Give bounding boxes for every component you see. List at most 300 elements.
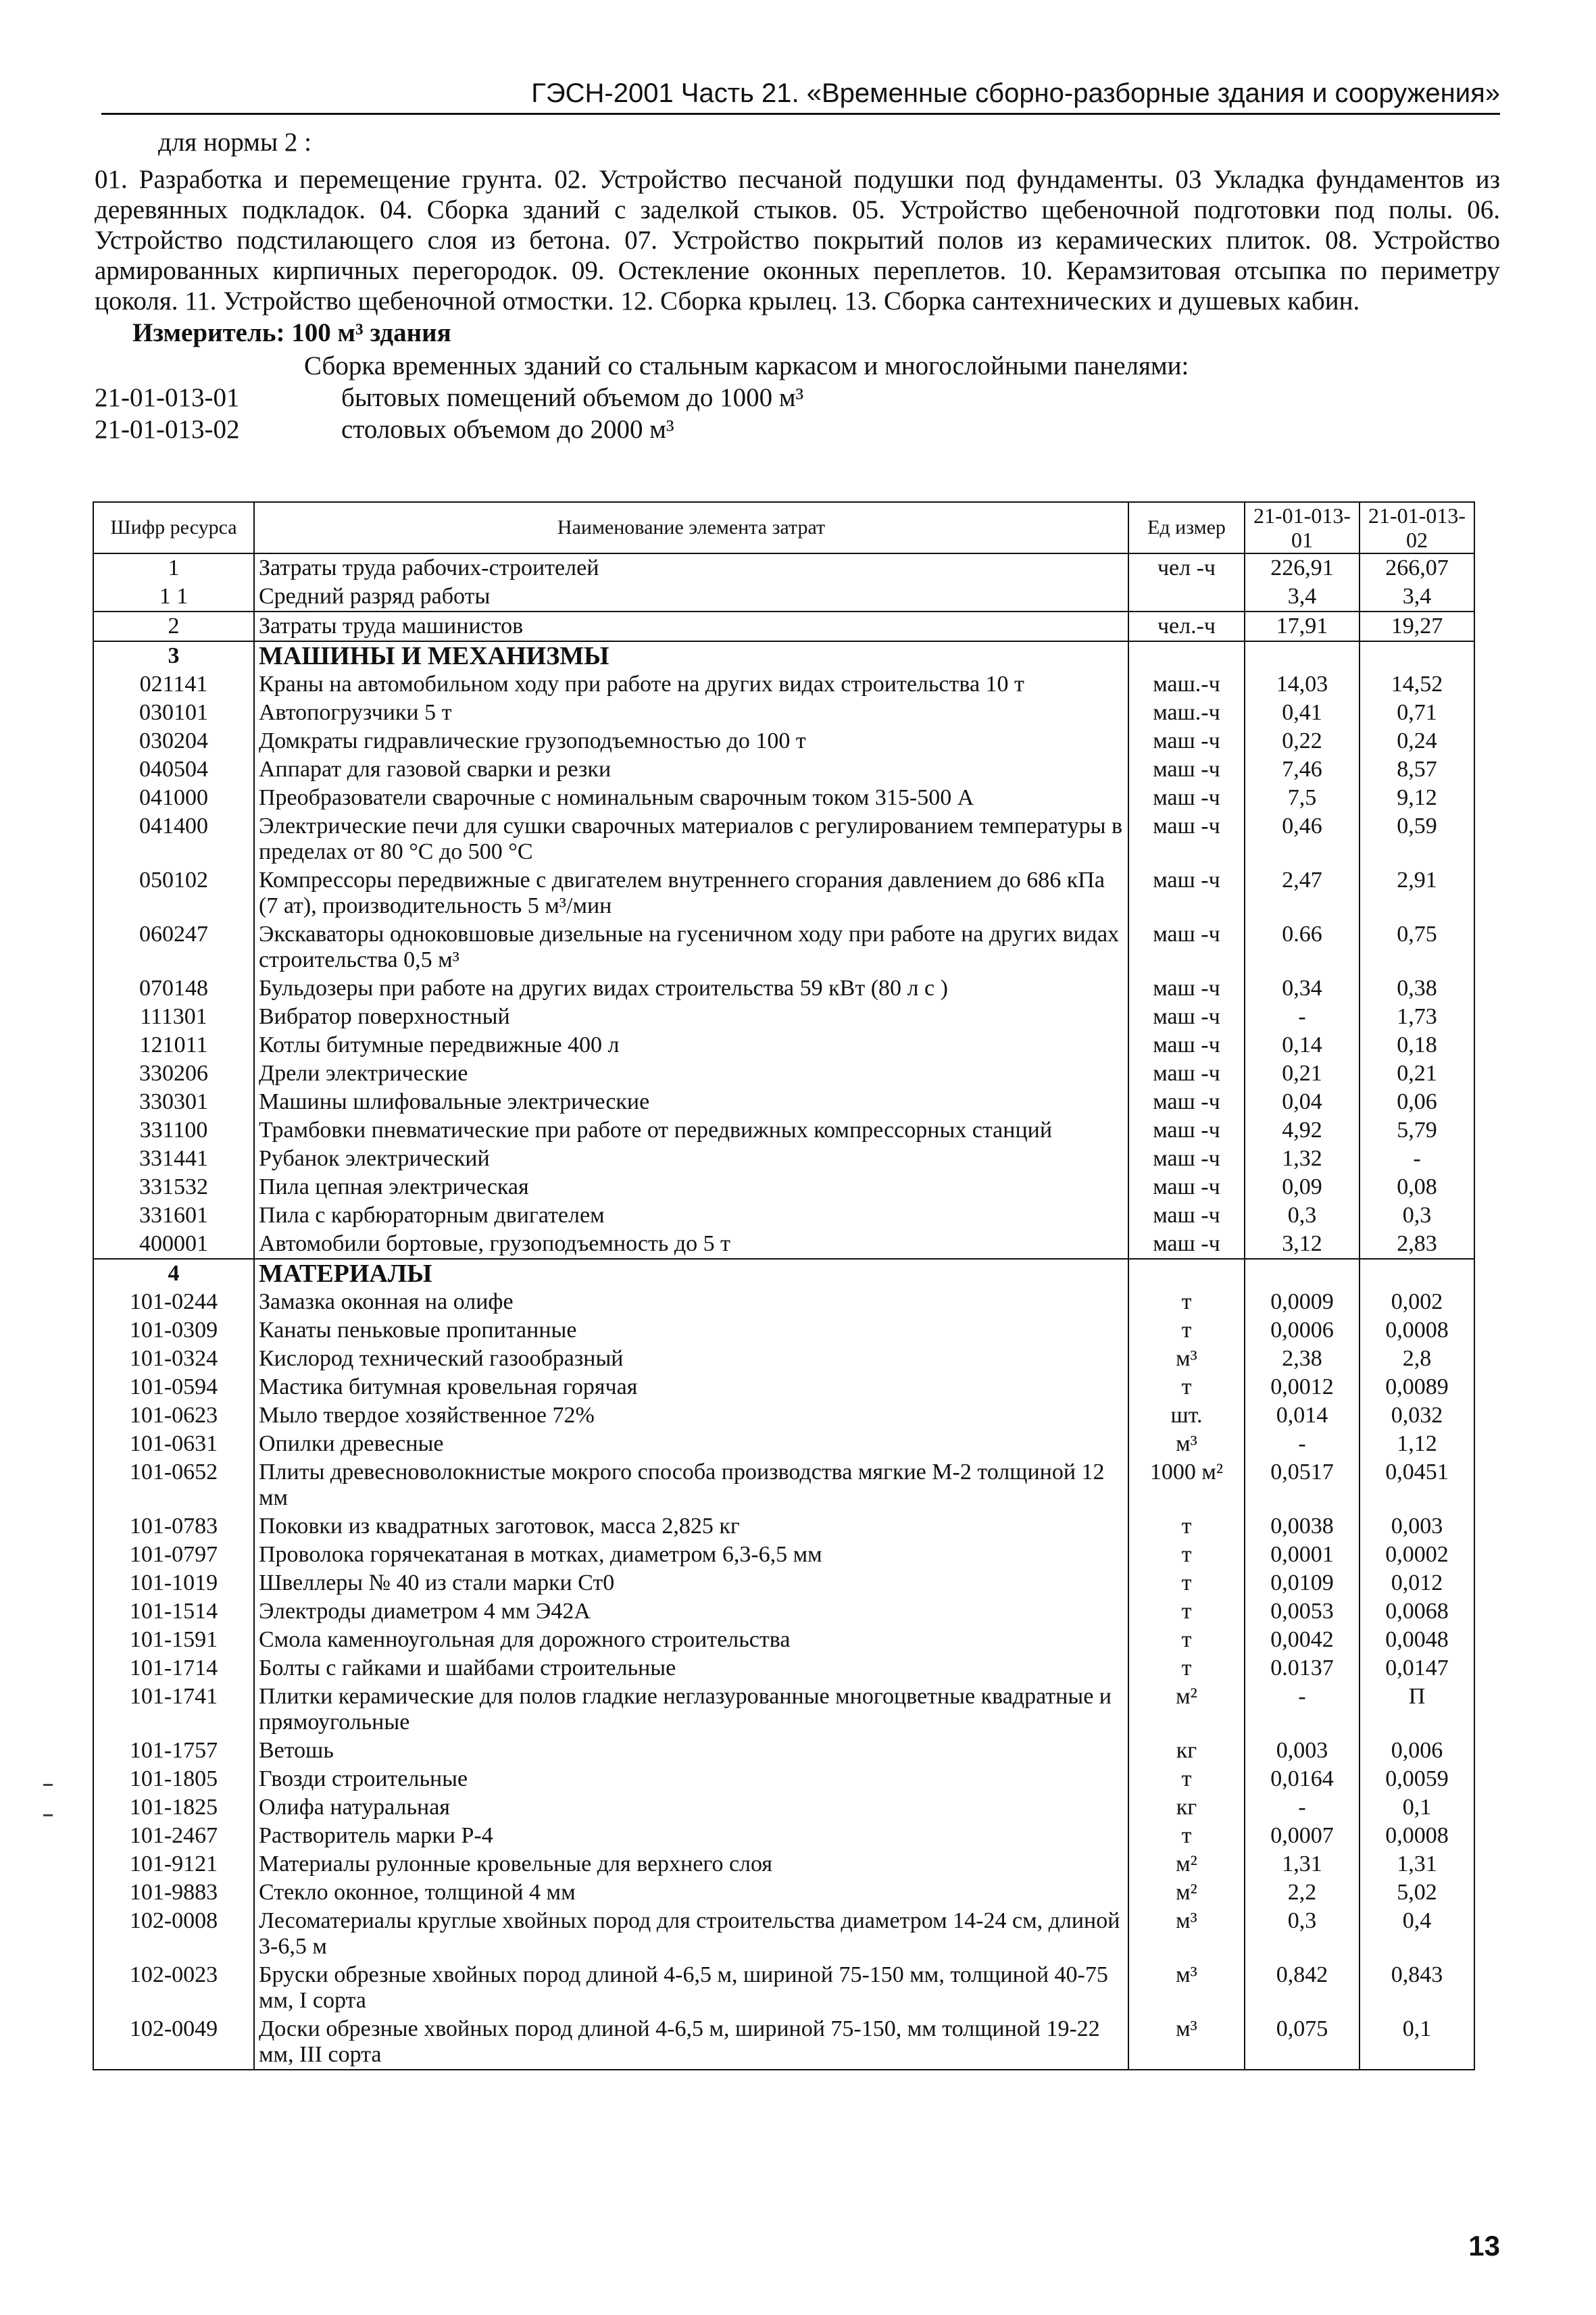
table-body [93,553,1474,2070]
unit-cell [1128,1259,1245,1288]
resource-name-cell: Кислород технический газообразный [254,1345,1128,1373]
norm-text: бытовых помещений объемом до 1000 м³ [341,383,804,412]
norm-2-value-cell: 0,38 [1360,974,1474,1003]
norm-text: столовых объемом до 2000 м³ [341,415,674,444]
resource-name-cell: Рубанок электрический [254,1145,1128,1173]
norm-2-value-cell: 0,3 [1360,1201,1474,1230]
table-row [93,974,1474,1003]
resource-code-cell: 101-0594 [93,1373,254,1401]
resource-name-cell: Бульдозеры при работе на других видах строительства 59 кВт (80 л с ) [254,974,1128,1003]
resource-code-cell: 101-1019 [93,1569,254,1597]
resource-name-cell: Преобразователи сварочные с номинальным сварочным током 315-500 А [254,784,1128,812]
norm-2-value-cell: 0,0451 [1360,1458,1474,1512]
unit-cell: маш -ч [1128,1116,1245,1145]
resource-code-cell: 101-1714 [93,1654,254,1683]
unit-cell: 1000 м² [1128,1458,1245,1512]
resource-code-cell: 101-2467 [93,1822,254,1850]
resource-name-cell: Лесоматериалы круглые хвойных пород для строительства диаметром 14-24 см, длиной 3-6,5 м [254,1907,1128,1961]
resource-name-cell: Канаты пеньковые пропитанные [254,1316,1128,1345]
table-row [93,1512,1474,1541]
unit-cell: т [1128,1626,1245,1654]
resource-name-cell: Автопогрузчики 5 т [254,699,1128,727]
margin-mark [43,1784,53,1786]
table-row [93,612,1474,641]
norm-1-value-cell: - [1245,1683,1360,1737]
header-unit: Ед измер [1128,502,1245,553]
norm-1-value-cell: 17,91 [1245,612,1360,641]
unit-cell: т [1128,1765,1245,1793]
section-row [93,641,1474,670]
norm-1-value-cell: 14,03 [1245,670,1360,699]
resource-code-cell: 041000 [93,784,254,812]
resource-name-cell: Замазка оконная на олифе [254,1288,1128,1316]
resource-name-cell: Смола каменноугольная для дорожного строительства [254,1626,1128,1654]
norm-2-value-cell: 0,002 [1360,1288,1474,1316]
norm-2-value-cell: 0,0059 [1360,1765,1474,1793]
unit-cell: м³ [1128,2015,1245,2070]
resource-name-cell: Плиты древесноволокнистые мокрого способа производства мягкие М-2 толщиной 12 мм [254,1458,1128,1512]
unit-cell [1128,641,1245,670]
norm-caption: для нормы 2 : [158,128,311,157]
norm-2-value-cell: 5,79 [1360,1116,1474,1145]
resource-code-cell: 050102 [93,866,254,920]
table-row [93,755,1474,784]
table-row [93,812,1474,866]
norm-2-value-cell: 2,8 [1360,1345,1474,1373]
resource-name-cell: Трамбовки пневматические при работе от передвижных компрессорных станций [254,1116,1128,1145]
norm-2-value-cell: - [1360,1145,1474,1173]
resource-name-cell: Мастика битумная кровельная горячая [254,1373,1128,1401]
table-row [93,1597,1474,1626]
unit-cell: т [1128,1288,1245,1316]
resource-code-cell: 060247 [93,920,254,974]
resource-code-cell: 101-1805 [93,1765,254,1793]
resource-name-cell: Мыло твердое хозяйственное 72% [254,1401,1128,1430]
resource-name-cell: Доски обрезные хвойных пород длиной 4-6,5 м, шириной 75-150, мм толщиной 19-22 мм, III сорта [254,2015,1128,2070]
resource-code-cell: 101-0631 [93,1430,254,1458]
norm-1-value-cell: - [1245,1430,1360,1458]
resource-code-cell: 102-0008 [93,1907,254,1961]
norm-1-value-cell: 0,04 [1245,1088,1360,1116]
running-header [101,59,1500,115]
resource-name-cell: Пила цепная электрическая [254,1173,1128,1201]
norm-1-value-cell: 0,075 [1245,2015,1360,2070]
norm-1-value-cell: - [1245,1003,1360,1031]
resource-code-cell: 330301 [93,1088,254,1116]
resource-table [93,501,1475,2070]
norm-1-value-cell: 0,0012 [1245,1373,1360,1401]
meter-value: 100 м³ здания [291,318,451,347]
resource-code-cell: 330206 [93,1060,254,1088]
unit-cell: кг [1128,1737,1245,1765]
resource-name-cell: Домкраты гидравлические грузоподъемностью до 100 т [254,727,1128,755]
norm-code: 21-01-013-02 [95,415,240,444]
norm-1-value-cell: 2,47 [1245,866,1360,920]
table-row [93,1288,1474,1316]
resource-code-cell: 101-1741 [93,1683,254,1737]
resource-code-cell: 121011 [93,1031,254,1060]
resource-code-cell: 331441 [93,1145,254,1173]
norm-1-value-cell: 0,842 [1245,1961,1360,2015]
resource-code-cell: 101-0309 [93,1316,254,1345]
resource-code-cell: 101-0623 [93,1401,254,1430]
meter-line [95,318,1500,348]
resource-name-cell: МАТЕРИАЛЫ [254,1259,1128,1288]
table-row [93,1201,1474,1230]
norm-2-value-cell: 266,07 [1360,553,1474,582]
norm-code: 21-01-013-01 [95,383,240,412]
resource-code-cell: 101-1825 [93,1793,254,1822]
unit-cell: маш -ч [1128,812,1245,866]
table-row [93,1345,1474,1373]
resource-name-cell: Экскаваторы одноковшовые дизельные на гусеничном ходу при работе на других видах строительства 0,5 м³ [254,920,1128,974]
unit-cell: кг [1128,1793,1245,1822]
norm-code-row [95,414,1500,445]
resource-name-cell: Средний разряд работы [254,582,1128,612]
norm-1-value-cell [1245,1259,1360,1288]
header-norm-2: 21-01-013-02 [1360,502,1474,553]
table-row [93,670,1474,699]
unit-cell: м² [1128,1683,1245,1737]
header-name: Наименование элемента затрат [254,502,1128,553]
resource-name-cell: Поковки из квадратных заготовок, масса 2,825 кг [254,1512,1128,1541]
unit-cell: т [1128,1512,1245,1541]
table-row [93,1793,1474,1822]
resource-code-cell: 040504 [93,755,254,784]
table-row [93,1765,1474,1793]
resource-name-cell: Затраты труда машинистов [254,612,1128,641]
norm-2-value-cell: 9,12 [1360,784,1474,812]
resource-code-cell: 1 [93,553,254,582]
resource-code-cell: 102-0023 [93,1961,254,2015]
table-row [93,1683,1474,1737]
norm-2-value-cell: 5,02 [1360,1878,1474,1907]
unit-cell: чел -ч [1128,553,1245,582]
unit-cell: т [1128,1654,1245,1683]
resource-name-cell: Компрессоры передвижные с двигателем внутреннего сгорания давлением до 686 кПа (7 ат), производительность 5 м³/мин [254,866,1128,920]
unit-cell: шт. [1128,1401,1245,1430]
norm-2-value-cell: 2,91 [1360,866,1474,920]
table-row [93,1878,1474,1907]
resource-name-cell: Гвозди строительные [254,1765,1128,1793]
table-row [93,1822,1474,1850]
norm-2-value-cell: 14,52 [1360,670,1474,699]
table-row [93,1088,1474,1116]
unit-cell: т [1128,1541,1245,1569]
table-row [93,1401,1474,1430]
norm-1-value-cell: 0,0006 [1245,1316,1360,1345]
unit-cell: маш -ч [1128,1145,1245,1173]
norm-2-value-cell: 0,003 [1360,1512,1474,1541]
unit-cell: маш -ч [1128,1201,1245,1230]
resource-code-cell: 101-0797 [93,1541,254,1569]
section-row [93,1259,1474,1288]
norm-1-value-cell [1245,641,1360,670]
norm-1-value-cell: 0,22 [1245,727,1360,755]
meter-label: Измеритель: [132,318,285,347]
resource-code-cell: 101-1757 [93,1737,254,1765]
norm-2-value-cell: 1,73 [1360,1003,1474,1031]
norm-1-value-cell: 0,34 [1245,974,1360,1003]
norm-2-value-cell: 0,75 [1360,920,1474,974]
resource-name-cell: Дрели электрические [254,1060,1128,1088]
resource-code-cell: 4 [93,1259,254,1288]
resource-name-cell: Швеллеры № 40 из стали марки Ст0 [254,1569,1128,1597]
norm-1-value-cell: 0,0038 [1245,1512,1360,1541]
table-row [93,2015,1474,2070]
norm-1-value-cell: 1,31 [1245,1850,1360,1878]
norm-1-value-cell: 0,21 [1245,1060,1360,1088]
resource-name-cell: Машины шлифовальные электрические [254,1088,1128,1116]
norm-1-value-cell: 3,12 [1245,1230,1360,1259]
norm-1-value-cell: 2,2 [1245,1878,1360,1907]
table-row [93,1173,1474,1201]
resource-code-cell: 101-0244 [93,1288,254,1316]
resource-name-cell: Котлы битумные передвижные 400 л [254,1031,1128,1060]
table-row [93,1458,1474,1512]
resource-code-cell: 2 [93,612,254,641]
norm-2-value-cell: 0,71 [1360,699,1474,727]
table-row [93,866,1474,920]
norm-2-value-cell: 1,12 [1360,1430,1474,1458]
resource-name-cell: Краны на автомобильном ходу при работе на других видах строительства 10 т [254,670,1128,699]
unit-cell: маш -ч [1128,1088,1245,1116]
norm-1-value-cell: 1,32 [1245,1145,1360,1173]
table-row [93,1737,1474,1765]
norm-2-value-cell: 0,0147 [1360,1654,1474,1683]
norm-2-value-cell: 0,843 [1360,1961,1474,2015]
table-row [93,920,1474,974]
norm-2-value-cell: 0,0068 [1360,1597,1474,1626]
norm-2-value-cell [1360,1259,1474,1288]
unit-cell: чел.-ч [1128,612,1245,641]
table-row [93,1654,1474,1683]
unit-cell: маш.-ч [1128,699,1245,727]
norm-1-value-cell: 7,5 [1245,784,1360,812]
unit-cell: т [1128,1822,1245,1850]
table-row [93,1961,1474,2015]
norm-1-value-cell: 0,003 [1245,1737,1360,1765]
norm-1-value-cell: 0.66 [1245,920,1360,974]
norm-1-value-cell: 0,0109 [1245,1569,1360,1597]
resource-code-cell: 101-9121 [93,1850,254,1878]
resource-name-cell: Плитки керамические для полов гладкие неглазурованные многоцветные квадратные и прямоугольные [254,1683,1128,1737]
header-code: Шифр ресурса [93,502,254,553]
table-row [93,1316,1474,1345]
resource-code-cell: 101-0324 [93,1345,254,1373]
norm-2-value-cell: 0,08 [1360,1173,1474,1201]
resource-name-cell: Автомобили бортовые, грузоподъемность до 5 т [254,1230,1128,1259]
unit-cell: маш -ч [1128,920,1245,974]
resource-code-cell: 400001 [93,1230,254,1259]
resource-code-cell: 070148 [93,974,254,1003]
norm-1-value-cell: 4,92 [1245,1116,1360,1145]
norm-2-value-cell: 0,0089 [1360,1373,1474,1401]
norm-1-value-cell: 0,3 [1245,1907,1360,1961]
resource-name-cell: Опилки древесные [254,1430,1128,1458]
norm-2-value-cell: 8,57 [1360,755,1474,784]
resource-name-cell: Электрические печи для сушки сварочных материалов с регулированием температуры в пределах от 80 °С до 500 °С [254,812,1128,866]
norm-1-value-cell: 0,0042 [1245,1626,1360,1654]
resource-name-cell: Затраты труда рабочих-строителей [254,553,1128,582]
norm-2-value-cell: 0,24 [1360,727,1474,755]
norm-2-value-cell: П [1360,1683,1474,1737]
norm-1-value-cell: 0,0001 [1245,1541,1360,1569]
norm-1-value-cell: 226,91 [1245,553,1360,582]
resource-name-cell: Вибратор поверхностный [254,1003,1128,1031]
norm-code-row [95,382,1500,413]
unit-cell: м³ [1128,1907,1245,1961]
resource-code-cell: 111301 [93,1003,254,1031]
unit-cell: маш -ч [1128,784,1245,812]
norm-2-value-cell: 3,4 [1360,582,1474,612]
unit-cell [1128,582,1245,612]
unit-cell: маш -ч [1128,1173,1245,1201]
resource-name-cell: Бруски обрезные хвойных пород длиной 4-6,5 м, шириной 75-150 мм, толщиной 40-75 мм, I сорта [254,1961,1128,2015]
norm-2-value-cell: 0,0002 [1360,1541,1474,1569]
header-norm-1: 21-01-013-01 [1245,502,1360,553]
resource-name-cell: Аппарат для газовой сварки и резки [254,755,1128,784]
norm-2-value-cell: 1,31 [1360,1850,1474,1878]
page-number: 13 [1468,2230,1500,2262]
resource-name-cell: Проволока горячекатаная в мотках, диаметром 6,3-6,5 мм [254,1541,1128,1569]
norm-1-value-cell: 0,0007 [1245,1822,1360,1850]
table-row [93,1031,1474,1060]
table-row [93,1373,1474,1401]
unit-cell: м² [1128,1878,1245,1907]
norm-2-value-cell: 2,83 [1360,1230,1474,1259]
resource-code-cell: 101-1591 [93,1626,254,1654]
resource-code-cell: 101-9883 [93,1878,254,1907]
norm-group-title: Сборка временных зданий со стальным каркасом и многослойными панелями: [304,351,1189,380]
running-header-title: ГЭСН-2001 Часть 21. «Временные сборно-разборные здания и сооружения» [531,78,1500,108]
table-row [93,784,1474,812]
table-row [93,1145,1474,1173]
norm-2-value-cell: 0,18 [1360,1031,1474,1060]
norm-1-value-cell: 2,38 [1245,1345,1360,1373]
norm-1-value-cell: 0,0053 [1245,1597,1360,1626]
norm-2-value-cell: 0,1 [1360,1793,1474,1822]
resource-name-cell: МАШИНЫ И МЕХАНИЗМЫ [254,641,1128,670]
norm-2-value-cell: 0,012 [1360,1569,1474,1597]
table-row [93,1003,1474,1031]
table-row [93,1541,1474,1569]
resource-code-cell: 101-0652 [93,1458,254,1512]
resource-code-cell: 331532 [93,1173,254,1201]
table-row [93,1850,1474,1878]
resource-code-cell: 1 1 [93,582,254,612]
resource-name-cell: Ветошь [254,1737,1128,1765]
unit-cell: маш -ч [1128,1060,1245,1088]
resource-code-cell: 102-0049 [93,2015,254,2070]
norm-1-value-cell: 0,3 [1245,1201,1360,1230]
resource-code-cell: 3 [93,641,254,670]
norm-1-value-cell: 7,46 [1245,755,1360,784]
unit-cell: м³ [1128,1430,1245,1458]
resource-code-cell: 101-0783 [93,1512,254,1541]
table-row [93,727,1474,755]
norm-1-value-cell: 0,014 [1245,1401,1360,1430]
norm-1-value-cell: 0,46 [1245,812,1360,866]
norm-2-value-cell: 19,27 [1360,612,1474,641]
resource-code-cell: 021141 [93,670,254,699]
table-row [93,1116,1474,1145]
norm-1-value-cell: 3,4 [1245,582,1360,612]
resource-name-cell: Болты с гайками и шайбами строительные [254,1654,1128,1683]
unit-cell: маш.-ч [1128,670,1245,699]
unit-cell: т [1128,1569,1245,1597]
norm-1-value-cell: 0,09 [1245,1173,1360,1201]
unit-cell: маш -ч [1128,755,1245,784]
unit-cell: т [1128,1316,1245,1345]
unit-cell: т [1128,1373,1245,1401]
norm-intro [95,127,1500,445]
unit-cell: маш -ч [1128,866,1245,920]
resource-code-cell: 030204 [93,727,254,755]
table-row [93,1907,1474,1961]
table-row [93,1230,1474,1259]
norm-2-value-cell: 0,1 [1360,2015,1474,2070]
resource-name-cell: Олифа натуральная [254,1793,1128,1822]
resource-code-cell: 030101 [93,699,254,727]
norm-2-value-cell: 0,21 [1360,1060,1474,1088]
resource-code-cell: 331100 [93,1116,254,1145]
norm-2-value-cell: 0,06 [1360,1088,1474,1116]
table-row [93,1430,1474,1458]
resource-name-cell: Пила с карбюраторным двигателем [254,1201,1128,1230]
unit-cell: м³ [1128,1961,1245,2015]
resource-code-cell: 101-1514 [93,1597,254,1626]
table-row [93,1626,1474,1654]
unit-cell: маш -ч [1128,974,1245,1003]
norm-1-value-cell: - [1245,1793,1360,1822]
unit-cell: маш -ч [1128,1031,1245,1060]
norm-2-value-cell [1360,641,1474,670]
table-row [93,553,1474,582]
unit-cell: м² [1128,1850,1245,1878]
unit-cell: маш -ч [1128,1003,1245,1031]
norm-1-value-cell: 0.0137 [1245,1654,1360,1683]
norm-2-value-cell: 0,0008 [1360,1316,1474,1345]
resource-code-cell: 041400 [93,812,254,866]
resource-name-cell: Растворитель марки Р-4 [254,1822,1128,1850]
resource-name-cell: Электроды диаметром 4 мм Э42А [254,1597,1128,1626]
table-header-row [93,502,1474,553]
margin-mark [43,1814,53,1816]
unit-cell: маш -ч [1128,1230,1245,1259]
norm-2-value-cell: 0,032 [1360,1401,1474,1430]
unit-cell: м³ [1128,1345,1245,1373]
norm-2-value-cell: 0,0048 [1360,1626,1474,1654]
norm-1-value-cell: 0,0164 [1245,1765,1360,1793]
table-row [93,1569,1474,1597]
resource-name-cell: Материалы рулонные кровельные для верхнего слоя [254,1850,1128,1878]
works-description: 01. Разработка и перемещение грунта. 02. Устройство песчаной подушки под фундаменты. 03 Укладка фундаментов из деревянных подкладок. 04. Сборка зданий с заделкой стыков. 05. Устройство щебеночной подготовки под полы. 06. Устройство подстилающего слоя из бетона. 07. Устройство покрытий полов из керамических плиток. 08. Устройство армированных кирпичных перегородок. 09. Остекление оконных переплетов. 10. Керамзитовая отсыпка по периметру цоколя. 11. Устройство щебеночной отмостки. 12. Сборка крылец. 13. Сборка сантехнических и душевых кабин. [95,165,1500,316]
unit-cell: маш -ч [1128,727,1245,755]
norm-2-value-cell: 0,59 [1360,812,1474,866]
norm-1-value-cell: 0,0517 [1245,1458,1360,1512]
resource-code-cell: 331601 [93,1201,254,1230]
norm-2-value-cell: 0,006 [1360,1737,1474,1765]
table-row [93,699,1474,727]
norm-1-value-cell: 0,41 [1245,699,1360,727]
norm-2-value-cell: 0,4 [1360,1907,1474,1961]
table-row [93,582,1474,612]
table-row [93,1060,1474,1088]
norm-2-value-cell: 0,0008 [1360,1822,1474,1850]
norm-1-value-cell: 0,14 [1245,1031,1360,1060]
norm-1-value-cell: 0,0009 [1245,1288,1360,1316]
